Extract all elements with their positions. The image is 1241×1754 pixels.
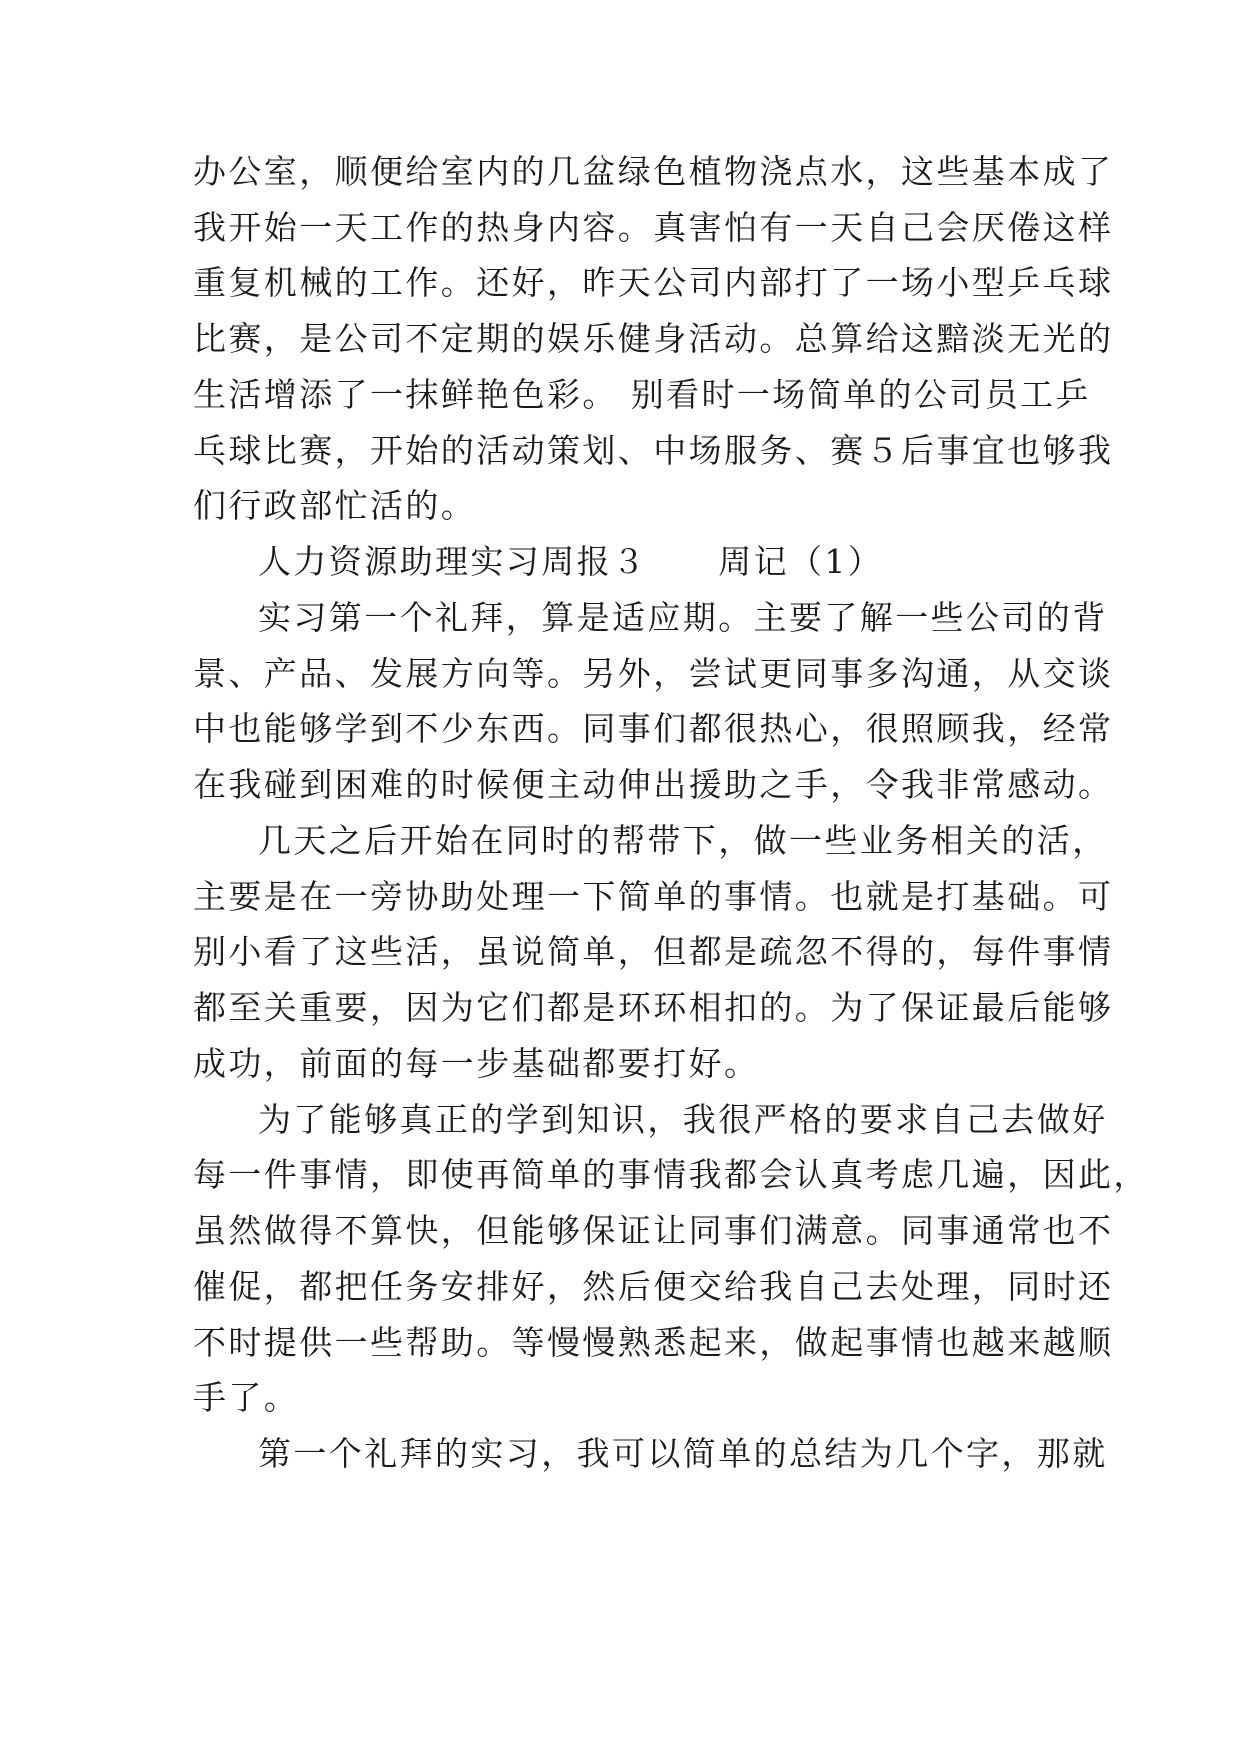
text-line: 几天之后开始在同时的帮带下，做一些业务相关的活， — [258, 821, 1108, 860]
text-line: 中也能够学到不少东西。同事们都很热心，很照顾我，经常 — [193, 709, 1114, 748]
text-line: 第一个礼拜的实习，我可以简单的总结为几个字，那就 — [258, 1434, 1108, 1473]
text-line: 重复机械的工作。还好，昨天公司内部打了一场小型乒乓球 — [193, 263, 1114, 302]
text-line: 生活增添了一抹鲜艳色彩。 别看时一场简单的公司员工乒 — [193, 375, 1091, 414]
text-line: 催促，都把任务安排好，然后便交给我自己去处理，同时还 — [193, 1267, 1114, 1306]
text-line: 手了。 — [193, 1378, 300, 1417]
text-line: 都至关重要，因为它们都是环环相扣的。为了保证最后能够 — [193, 988, 1114, 1027]
text-line: 不时提供一些帮助。等慢慢熟悉起来，做起事情也越来越顺 — [193, 1323, 1114, 1362]
text-line: 别小看了这些活，虽说简单，但都是疏忽不得的，每件事情 — [193, 932, 1114, 971]
text-line: 我开始一天工作的热身内容。真害怕有一天自己会厌倦这样 — [193, 208, 1114, 247]
text-line: 成功，前面的每一步基础都要打好。 — [193, 1044, 760, 1083]
text-line: 景、产品、发展方向等。另外，尝试更同事多沟通，从交谈 — [193, 654, 1114, 693]
text-line: 主要是在一旁协助处理一下简单的事情。也就是打基础。可 — [193, 877, 1114, 916]
text-line: 实习第一个礼拜，算是适应期。主要了解一些公司的背 — [258, 598, 1108, 637]
text-line: 办公室，顺便给室内的几盆绿色植物浇点水，这些基本成了 — [193, 152, 1114, 191]
text-line: 每一件事情，即使再简单的事情我都会认真考虑几遍，因此， — [193, 1155, 1149, 1194]
text-line: 比赛，是公司不定期的娱乐健身活动。总算给这黯淡无光的 — [193, 319, 1114, 358]
text-line: 为了能够真正的学到知识，我很严格的要求自己去做好 — [258, 1100, 1108, 1139]
text-line: 乓球比赛，开始的活动策划、中场服务、赛５后事宜也够我 — [193, 431, 1114, 470]
section-heading: 人力资源助理实习周报３ 周记（1） — [258, 542, 884, 581]
text-line: 虽然做得不算快，但能够保证让同事们满意。同事通常也不 — [193, 1211, 1114, 1250]
text-line: 们行政部忙活的。 — [193, 486, 477, 525]
text-line: 在我碰到困难的时候便主动伸出援助之手，令我非常感动。 — [193, 765, 1114, 804]
